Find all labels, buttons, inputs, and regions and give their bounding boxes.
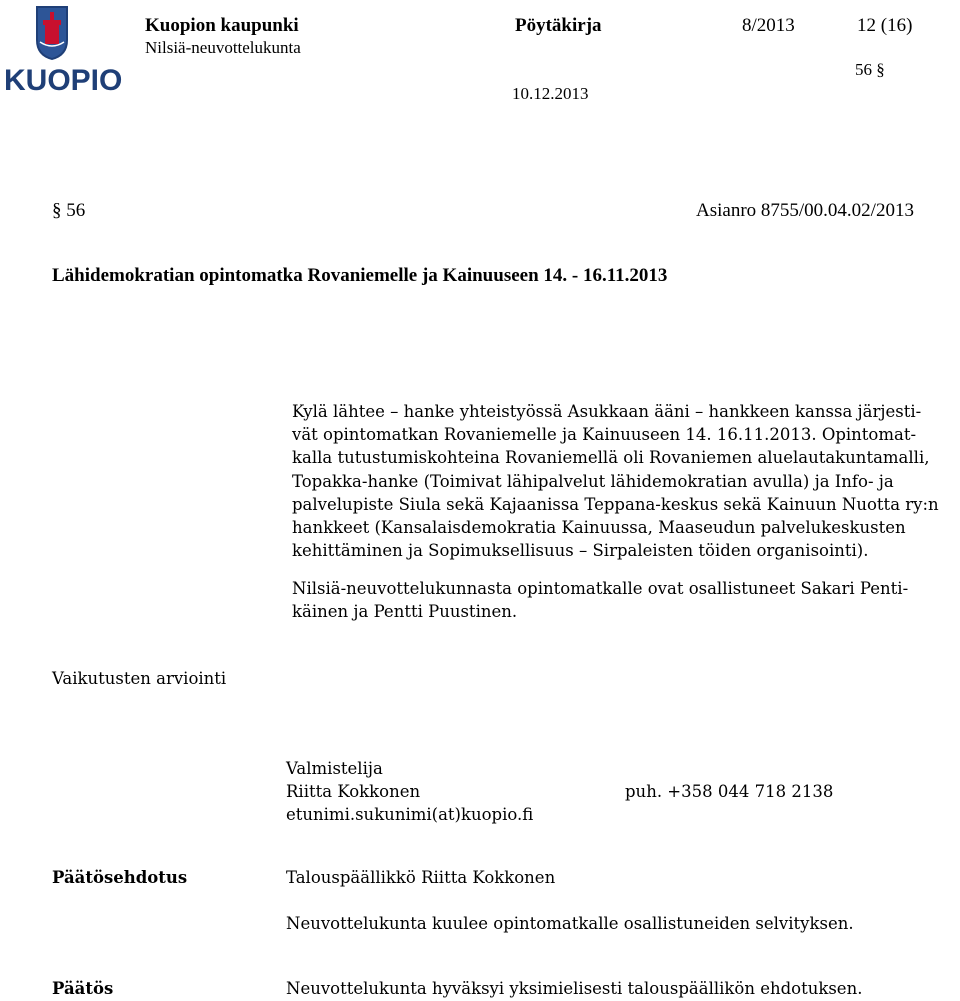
body-line: käinen ja Pentti Puustinen. [292,602,518,622]
body-paragraph-2 [292,577,957,623]
page-info: 12 (16) [857,15,913,36]
document-number: 8/2013 [742,15,795,36]
body-line: Nilsiä-neuvottelukunnasta opintomatkalle ovat osallistuneet Sakari Penti- [292,579,909,598]
proposal-text: Neuvottelukunta kuulee opintomatkalle osallistuneiden selvityksen. [286,914,854,933]
body-line: Kylä lähtee – hanke yhteistyössä Asukkaan ääni – hankkeen kanssa järjesti- [292,402,922,421]
svg-text:KUOPIO: KUOPIO [4,64,123,97]
preparer-label: Valmistelija [286,759,383,778]
preparer-name: Riitta Kokkonen [286,782,421,801]
org-name: Kuopion kaupunki [145,15,299,36]
decision-text: Neuvottelukunta hyväksyi yksimielisesti talouspäällikön ehdotuksen. [286,979,863,998]
body-line: vät opintomatkan Rovaniemelle ja Kainuuseen 14. 16.11.2013. Opintomat- [292,425,917,445]
org-unit: Nilsiä-neuvottelukunta [145,38,301,57]
kuopio-crest-icon [2,2,123,98]
meeting-date: 10.12.2013 [512,84,589,103]
case-number: Asianro 8755/00.04.02/2013 [696,200,914,221]
body-line: hankkeet (Kansalaisdemokratia Kainuussa, Maaseudun palvelukeskusten [292,518,906,538]
impact-assessment-label: Vaikutusten arviointi [52,669,227,688]
document-type: Pöytäkirja [515,15,602,36]
section-number: § 56 [52,200,86,221]
proposal-label: Päätösehdotus [52,868,188,887]
decision-label: Päätös [52,979,114,998]
body-line: palvelupiste Siula sekä Kajaanissa Teppana-keskus sekä Kainuun Nuotta ry:n [292,494,939,514]
kuopio-logo [2,2,123,98]
section-title: Lähidemokratian opintomatka Rovaniemelle ja Kainuuseen 14. - 16.11.2013 [52,265,668,286]
preparer-phone: puh. +358 044 718 2138 [625,782,834,801]
preparer-email: etunimi.sukunimi(at)kuopio.fi [286,805,534,824]
section-reference: 56 § [855,60,885,79]
body-paragraph-1 [292,400,957,562]
proposer: Talouspäällikkö Riitta Kokkonen [286,868,556,887]
body-line: kehittäminen ja Sopimuksellisuus – Sirpaleisten töiden organisointi). [292,541,869,561]
body-line: Topakka-hanke (Toimivat lähipalvelut lähidemokratian avulla) ja Info- ja [292,471,894,491]
body-line: kalla tutustumiskohteina Rovaniemellä oli Rovaniemen aluelautakuntamalli, [292,448,930,468]
